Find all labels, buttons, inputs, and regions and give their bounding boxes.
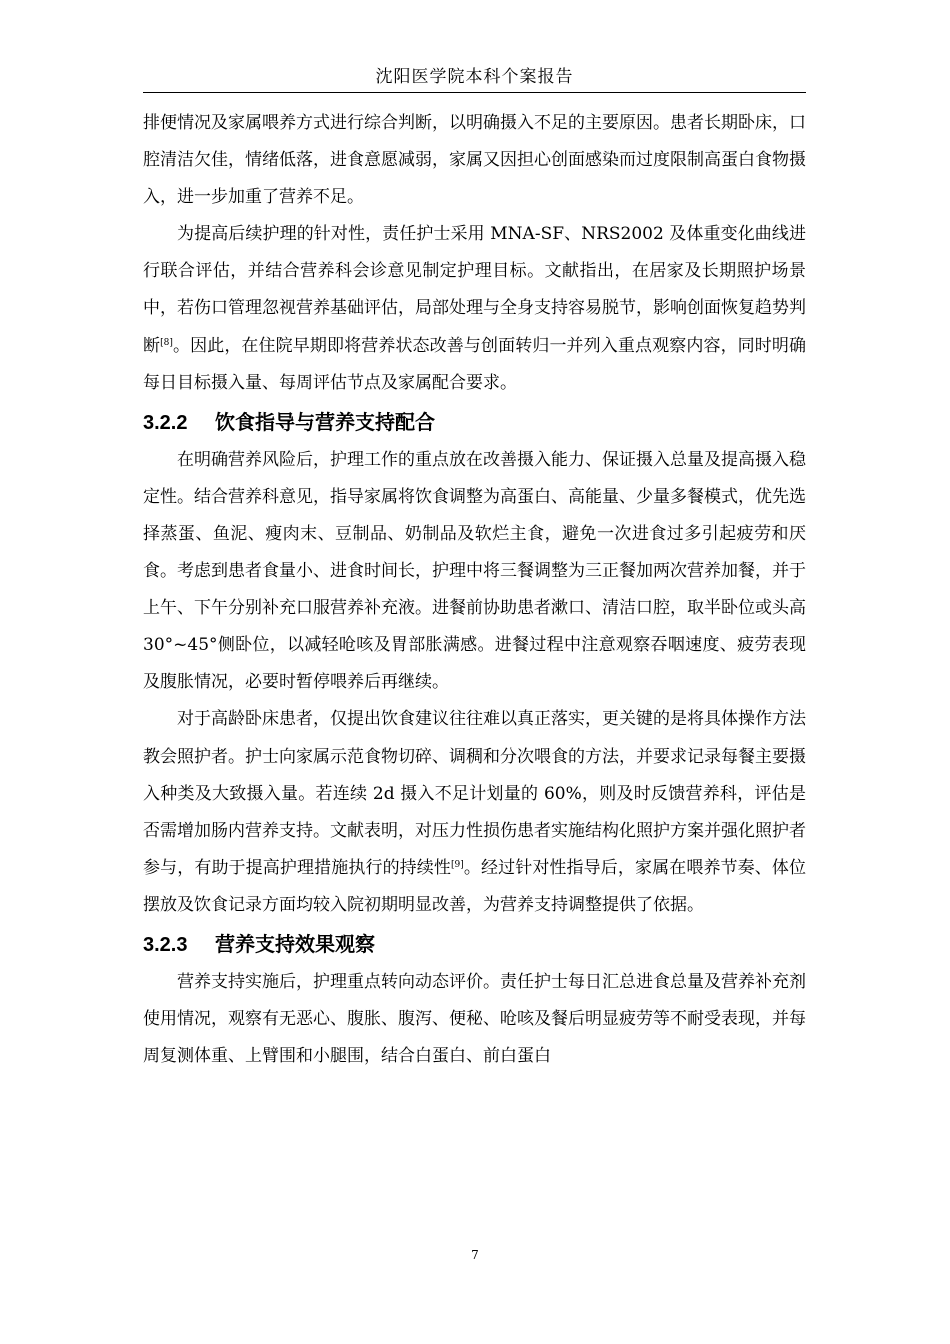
header-rule (143, 92, 806, 93)
paragraph-text: 。因此，在住院早期即将营养状态改善与创面转归一并列入重点观察内容，同时明确每日目标摄入量、每周评估节点及家属配合要求。 (143, 335, 807, 393)
paragraph-caregiver-training (143, 701, 806, 924)
paragraph-text: 对于高龄卧床患者，仅提出饮食建议往往难以真正落实，更关键的是将具体操作方法教会照护者。护士向家属示范食物切碎、调稠和分次喂食的方法，并要求记录每餐主要摄入种类及大致摄入量。若连续 2d 摄入不足计划量的 60%，则及时反馈营养科，评估是否需增加肠内营养支持。文献表明，对压力性损伤患者实施结构化照护方案并强化照护者参与，有助于提高护理措施执行的持续性 (143, 709, 806, 878)
section-heading-3-2-2 (143, 402, 806, 442)
running-header: 沈阳医学院本科个案报告 (375, 67, 574, 87)
section-title: 营养支持效果观察 (215, 931, 375, 956)
section-number: 3.2.3 (143, 933, 188, 956)
section-title: 饮食指导与营养支持配合 (215, 409, 435, 434)
section-number: 3.2.2 (143, 411, 188, 434)
paragraph-assessment (143, 216, 806, 401)
page-number: 7 (471, 1248, 479, 1262)
paragraph-continued: 排便情况及家属喂养方式进行综合判断，以明确摄入不足的主要原因。患者长期卧床，口腔清洁欠佳，情绪低落，进食意愿减弱，家属又因担心创面感染而过度限制高蛋白食物摄入，进一步加重了营养不足。 (143, 113, 806, 208)
page-body (143, 105, 806, 1075)
citation-ref-9: [9] (451, 859, 464, 870)
citation-ref-8: [8] (160, 337, 173, 348)
paragraph-diet-guidance: 在明确营养风险后，护理工作的重点放在改善摄入能力、保证摄入总量及提高摄入稳定性。结合营养科意见，指导家属将饮食调整为高蛋白、高能量、少量多餐模式，优先选择蒸蛋、鱼泥、瘦肉末、豆制品、奶制品及软烂主食，避免一次进食过多引起疲劳和厌食。考虑到患者食量小、进食时间长，护理中将三餐调整为三正餐加两次营养加餐，并于上午、下午分别补充口服营养补充液。进餐前协助患者漱口、清洁口腔，取半卧位或头高 30°~45°侧卧位，以减轻呛咳及胃部胀满感。进餐过程中注意观察吞咽速度、疲劳表现及腹胀情况，必要时暂停喂养后再继续。 (143, 449, 806, 693)
section-heading-3-2-3 (143, 924, 806, 964)
paragraph-effect-observation: 营养支持实施后，护理重点转向动态评价。责任护士每日汇总进食总量及营养补充剂使用情况，观察有无恶心、腹胀、腹泻、便秘、呛咳及餐后明显疲劳等不耐受表现，并每周复测体重、上臂围和小腿围，结合白蛋白、前白蛋白 (143, 971, 806, 1067)
paragraph-text: 为提高后续护理的针对性，责任护士采用 MNA-SF、NRS2002 及体重变化曲线进行联合评估，并结合营养科会诊意见制定护理目标。文献指出，在居家及长期照护场景中，若伤口管理忽视营养基础评估，局部处理与全身支持容易脱节，影响创面恢复趋势判断 (143, 224, 806, 356)
paragraph-text: 。经过针对性指导后，家属在喂养节奏、体位摆放及饮食记录方面均较入院初期明显改善，为营养支持调整提供了依据。 (143, 857, 807, 915)
